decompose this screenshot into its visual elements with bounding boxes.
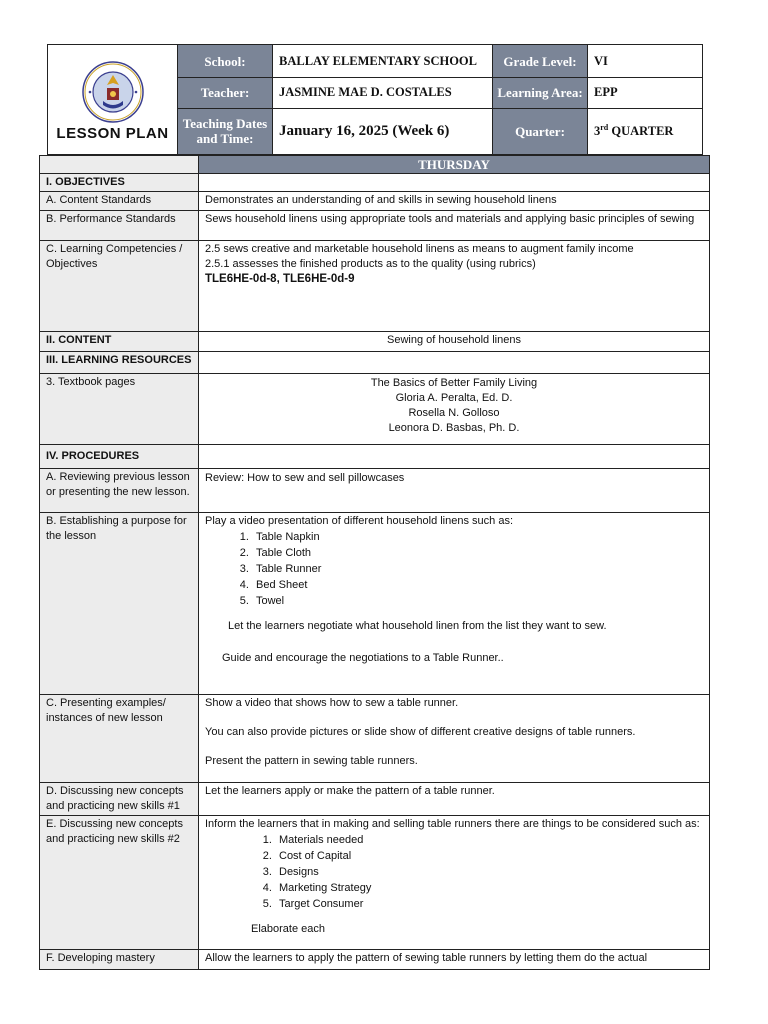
textbook-label: 3. Textbook pages <box>40 374 199 445</box>
procedures-heading: IV. PROCEDURES <box>40 445 199 469</box>
list-item: 4. Bed Sheet <box>252 577 703 593</box>
grade-level-value: VI <box>588 45 703 78</box>
procedure-a-label: A. Reviewing previous lesson or presenting the new lesson. <box>40 469 199 513</box>
procedure-f-label: F. Developing mastery <box>40 950 199 970</box>
procedure-b-cell <box>199 513 710 695</box>
grade-level-label: Grade Level: <box>493 45 588 78</box>
procedure-d-text: Let the learners apply or make the pattern of a table runner. <box>199 783 710 816</box>
textbook-cell <box>199 374 710 445</box>
procedure-b-intro: Play a video presentation of different household linens such as: <box>205 515 513 527</box>
procedure-b-note-2: Guide and encourage the negotiations to a Table Runner.. <box>222 652 504 664</box>
procedure-d-label: D. Discussing new concepts and practicing new skills #1 <box>40 783 199 816</box>
content-text: Sewing of household linens <box>199 332 710 352</box>
competencies-cell <box>199 241 710 332</box>
teacher-value: JASMINE MAE D. COSTALES <box>273 78 493 108</box>
school-label: School: <box>178 45 273 78</box>
content-heading: II. CONTENT <box>40 332 199 352</box>
procedure-e-label: E. Discussing new concepts and practicing new skills #2 <box>40 816 199 950</box>
household-linens-list <box>205 529 703 609</box>
school-value: BALLAY ELEMENTARY SCHOOL <box>273 45 493 78</box>
competencies-label: C. Learning Competencies / Objectives <box>40 241 199 332</box>
procedure-c-line-3: Present the pattern in sewing table runners. <box>205 755 418 767</box>
procedure-c-line-2: You can also provide pictures or slide show of different creative designs of table runners. <box>205 726 636 738</box>
list-item: 2. Table Cloth <box>252 545 703 561</box>
procedure-b-label: B. Establishing a purpose for the lesson <box>40 513 199 695</box>
considerations-list <box>205 832 703 912</box>
logo-cell <box>48 45 178 155</box>
textbook-line: The Basics of Better Family Living <box>370 377 538 389</box>
performance-standards-label: B. Performance Standards <box>40 211 199 241</box>
performance-standards-text: Sews household linens using appropriate tools and materials and applying basic principles of sewing <box>199 211 710 241</box>
procedure-c-label: C. Presenting examples/ instances of new lesson <box>40 695 199 783</box>
learning-area-label: Learning Area: <box>493 78 588 108</box>
day-header: THURSDAY <box>199 156 710 174</box>
list-item: 2. Cost of Capital <box>275 848 703 864</box>
competency-codes: TLE6HE-0d-8, TLE6HE-0d-9 <box>205 273 355 285</box>
procedure-e-note: Elaborate each <box>251 923 325 935</box>
list-item: 5. Towel <box>252 593 703 609</box>
content-standards-label: A. Content Standards <box>40 192 199 211</box>
lesson-plan-header <box>47 44 703 155</box>
procedures-heading-blank <box>199 445 710 469</box>
content-standards-text: Demonstrates an understanding of and skills in sewing household linens <box>199 192 710 211</box>
teaching-dates-label: Teaching Dates and Time: <box>178 108 273 154</box>
procedure-f-text: Allow the learners to apply the pattern of sewing table runners by letting them do the actual <box>199 950 710 970</box>
lesson-plan-title: LESSON PLAN <box>56 125 169 142</box>
textbook-line: Gloria A. Peralta, Ed. D. <box>395 392 513 404</box>
list-item: 4. Marketing Strategy <box>275 880 703 896</box>
list-item: 5. Target Consumer <box>275 896 703 912</box>
lesson-plan-table <box>39 155 710 970</box>
competency-line-2: 2.5.1 assesses the finished products as to the quality (using rubrics) <box>205 258 536 270</box>
list-item: 3. Designs <box>275 864 703 880</box>
procedure-b-note-1: Let the learners negotiate what household linen from the list they want to sew. <box>228 620 607 632</box>
textbook-line: Leonora D. Basbas, Ph. D. <box>388 422 520 434</box>
objectives-heading: I. OBJECTIVES <box>40 174 199 192</box>
learning-area-value: EPP <box>588 78 703 108</box>
list-item: 1. Materials needed <box>275 832 703 848</box>
procedure-c-line-1: Show a video that shows how to sew a table runner. <box>205 697 459 709</box>
competency-line-1: 2.5 sews creative and marketable household linens as means to augment family income <box>205 243 634 255</box>
teacher-label: Teacher: <box>178 78 273 108</box>
quarter-value <box>588 108 703 154</box>
procedure-a-text: Review: How to sew and sell pillowcases <box>199 469 710 513</box>
list-item: 1. Table Napkin <box>252 529 703 545</box>
deped-seal-icon <box>82 61 144 123</box>
procedure-c-cell <box>199 695 710 783</box>
teaching-dates-value: January 16, 2025 (Week 6) <box>273 108 493 154</box>
quarter-suffix: rd <box>600 122 609 132</box>
quarter-text: QUARTER <box>608 123 674 138</box>
resources-heading-blank <box>199 352 710 374</box>
day-header-spacer <box>40 156 199 174</box>
resources-heading: III. LEARNING RESOURCES <box>40 352 199 374</box>
procedure-e-intro: Inform the learners that in making and selling table runners there are things to be considered such as: <box>205 818 700 830</box>
objectives-heading-blank <box>199 174 710 192</box>
quarter-label: Quarter: <box>493 108 588 154</box>
quarter-number: 3 <box>594 123 601 138</box>
procedure-e-cell <box>199 816 710 950</box>
list-item: 3. Table Runner <box>252 561 703 577</box>
textbook-line: Rosella N. Golloso <box>408 407 500 419</box>
